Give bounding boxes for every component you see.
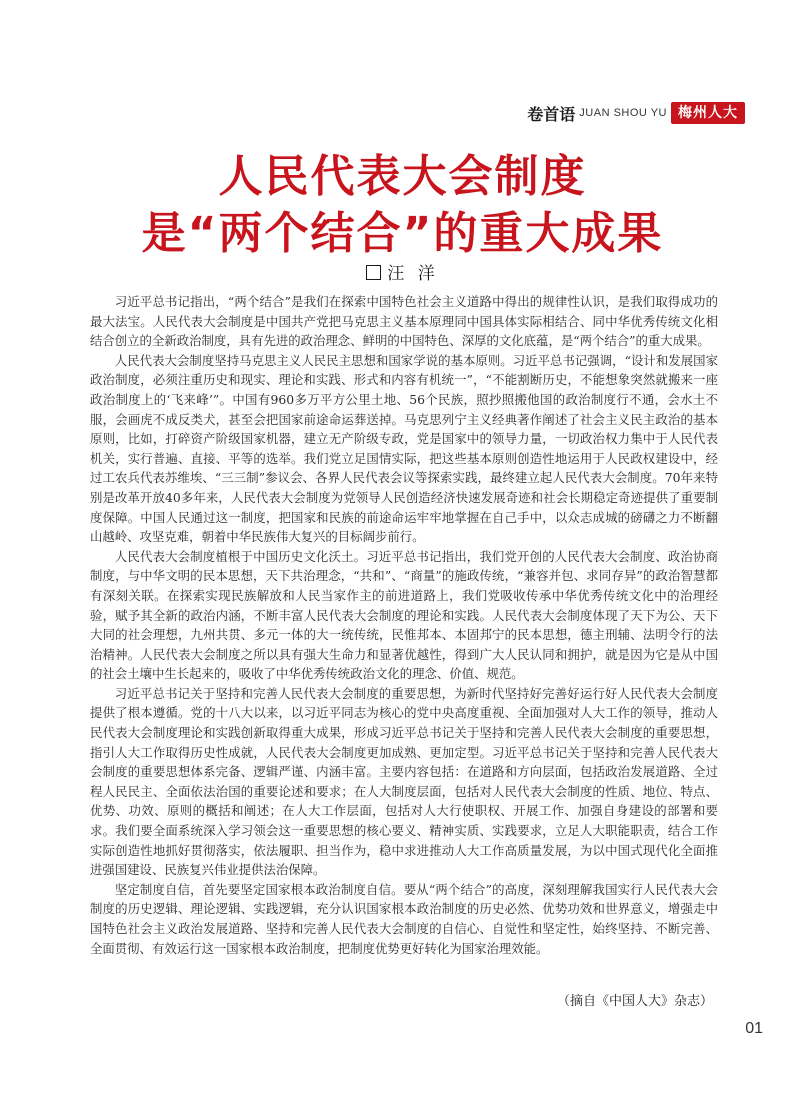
article-title-line-2: 是“两个结合”的重大成果 (141, 208, 664, 259)
column-title: 卷首语 (527, 104, 576, 124)
author-name: 汪 洋 (387, 264, 439, 284)
source-attribution: （摘自《中国人大》杂志） (556, 994, 713, 1009)
paragraph-3: 人民代表大会制度植根于中国历史文化沃土。习近平总书记指出，我们党开创的人民代表大会制度、政治协商制度，与中华文明的民本思想，天下共治理念，“共和”、“商量”的施政传统，“兼容并包、求同存异”的政治智慧都有深刻关联。在探索实现民族解放和人民当家作主的前进道路上，我们党吸收传承中华优秀传统文化中的治理经验，赋予其全新的政治内涵，不断丰富人民代表大会制度的理论和实践。人民代表大会制度体现了天下为公、天下大同的社会理想，九州共贯、多元一体的大一统传统，民惟邦本、本固邦宁的民本思想，德主刑辅、法明令行的法治精神。人民代表大会制度之所以具有强大生命力和显著优越性，得到广大人民认同和拥护，就是因为它是从中国的社会土壤中生长起来的，吸收了中华优秀传统政治文化的理念、价值、规范。 (90, 548, 718, 682)
page-header (527, 102, 745, 124)
page-number: 01 (745, 1020, 763, 1037)
paragraph-5: 坚定制度自信，首先要坚定国家根本政治制度自信。要从“两个结合”的高度，深刻理解我国实行人民代表大会制度的历史逻辑、理论逻辑、实践逻辑，充分认识国家根本政治制度的历史必然、优势功效和世界意义，增强走中国特色社会主义政治发展道路、坚持和完善人民代表大会制度的自信心、自觉性和坚定性，始终坚持、不断完善、全面贯彻、有效运行这一国家根本政治制度，把制度优势更好转化为国家治理效能。 (90, 881, 718, 956)
article-title-line-1: 人民代表大会制度 (218, 151, 587, 202)
paragraph-4: 习近平总书记关于坚持和完善人民代表大会制度的重要思想，为新时代坚持好完善好运行好人民代表大会制度提供了根本遵循。党的十八大以来，以习近平同志为核心的党中央高度重视、全面加强对人大工作的领导，推动人民代表大会制度理论和实践创新取得重大成果，形成习近平总书记关于坚持和完善人民代表大会制度的重要思想，指引人大工作取得历史性成就，人民代表大会制度更加成熟、更加定型。习近平总书记关于坚持和完善人民代表大会制度的重要思想体系完备、逻辑严谨、内涵丰富。主要内容包括：在道路和方向层面，包括政治发展道路、全过程人民民主、全面依法治国的重要论述和要求；在人大制度层面，包括对人民代表大会制度的性质、地位、特点、优势、功效、原则的概括和阐述；在人大工作层面，包括对人大行使职权、开展工作、加强自身建设的部署和要求。我们要全面系统深入学习领会这一重要思想的核心要义、精神实质、实践要求，立足人大职能职责，结合工作实际创造性地抓好贯彻落实，依法履职、担当作为，稳中求进推动人大工作高质量发展，为以中国式现代化全面推进强国建设、民族复兴伟业提供法治保障。 (90, 685, 718, 878)
paragraph-1: 习近平总书记指出，“两个结合”是我们在探索中国特色社会主义道路中得出的规律性认识，是我们取得成功的最大法宝。人民代表大会制度是中国共产党把马克思主义基本原理同中国具体实际相结合、同中华优秀传统文化相结合创立的全新政治制度，具有先进的政治理念、鲜明的中国特色、深厚的文化底蕴，是“两个结合”的重大成果。 (90, 294, 718, 349)
magazine-logo: 梅州人大 (671, 102, 745, 124)
article-body (90, 292, 718, 958)
column-pinyin: JUAN SHOU YU (579, 107, 667, 119)
paragraph-2: 人民代表大会制度坚持马克思主义人民民主思想和国家学说的基本原则。习近平总书记强调，“设计和发展国家政治制度，必须注重历史和现实、理论和实践、形式和内容有机统一”，“不能割断历史，不能想象突然就搬来一座政治制度上的‘飞来峰’”。中国有960多万平方公里土地、56个民族，照抄照搬他国的政治制度行不通，会水土不服，会画虎不成反类犬，甚至会把国家前途命运葬送掉。马克思列宁主义经典著作阐述了社会主义民主政治的基本原则，比如，打碎资产阶级国家机器，建立无产阶级专政，党是国家中的领导力量，一切政治权力集中于人民代表机关，实行普遍、直接、平等的选举。我们党立足国情实际，把这些基本原则创造性地运用于人民政权建设中，经过工农兵代表苏维埃、“三三制”参议会、各界人民代表会议等探索实践，最终建立起人民代表大会制度。70年来特别是改革开放40多年来，人民代表大会制度为党领导人民创造经济快速发展奇迹和社会长期稳定奇迹提供了重要制度保障。中国人民通过这一制度，把国家和民族的前途命运牢牢地掌握在自己手中，以众志成城的磅礴之力不断翻山越岭、攻坚克难，朝着中华民族伟大复兴的目标阔步前行。 (90, 352, 718, 545)
author-box-icon (366, 265, 381, 280)
author-line (0, 259, 805, 284)
